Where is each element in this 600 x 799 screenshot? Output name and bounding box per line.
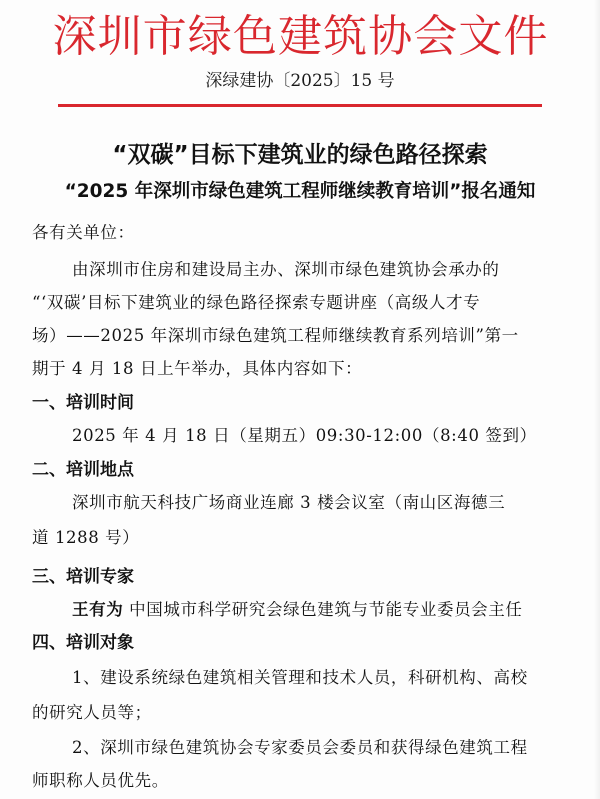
section-heading-audience: 四、培训对象	[32, 633, 134, 653]
intro-line: 场）——2025 年深圳市绿色建筑工程师继续教育系列培训”第一	[32, 326, 519, 345]
audience-line: 2、深圳市绿色建筑协会专家委员会委员和获得绿色建筑工程	[72, 738, 528, 757]
training-time: 2025 年 4 月 18 日（星期五）09:30-12:00（8:40 签到）	[72, 426, 537, 445]
training-location-line: 道 1288 号）	[32, 528, 140, 547]
expert-title: 中国城市科学研究会绿色建筑与节能专业委员会主任	[129, 600, 523, 619]
section-heading-location: 二、培训地点	[32, 460, 134, 480]
main-title: “双碳”目标下建筑业的绿色路径探索	[112, 142, 488, 168]
organization-title: 深圳市绿色建筑协会文件	[51, 11, 548, 62]
notice-subtitle: “2025 年深圳市绿色建筑工程师继续教育培训”报名通知	[64, 181, 536, 202]
audience-line: 的研究人员等；	[32, 703, 152, 722]
audience-line: 1、建设系统绿色建筑相关管理和技术人员，科研机构、高校	[72, 668, 528, 687]
section-heading-expert: 三、培训专家	[32, 567, 134, 587]
document-header	[0, 0, 600, 110]
scan-edge-shadow	[594, 0, 600, 799]
salutation: 各有关单位：	[32, 223, 135, 242]
training-location-line: 深圳市航天科技广场商业连廊 3 楼会议室（南山区海德三	[72, 493, 506, 512]
expert-line	[72, 598, 522, 622]
intro-line: 期于 4 月 18 日上午举办，具体内容如下：	[32, 359, 363, 378]
red-divider-line	[58, 104, 542, 107]
document-number: 深绿建协〔2025〕15 号	[205, 71, 395, 91]
intro-line: 由深圳市住房和建设局主办、深圳市绿色建筑协会承办的	[72, 260, 500, 279]
section-heading-time: 一、培训时间	[32, 393, 134, 413]
intro-line: “‘双碳’目标下建筑业的绿色路径探索专题讲座（高级人才专	[32, 293, 481, 312]
expert-name: 王有为	[72, 600, 124, 619]
audience-line: 师职称人员优先。	[32, 771, 169, 790]
